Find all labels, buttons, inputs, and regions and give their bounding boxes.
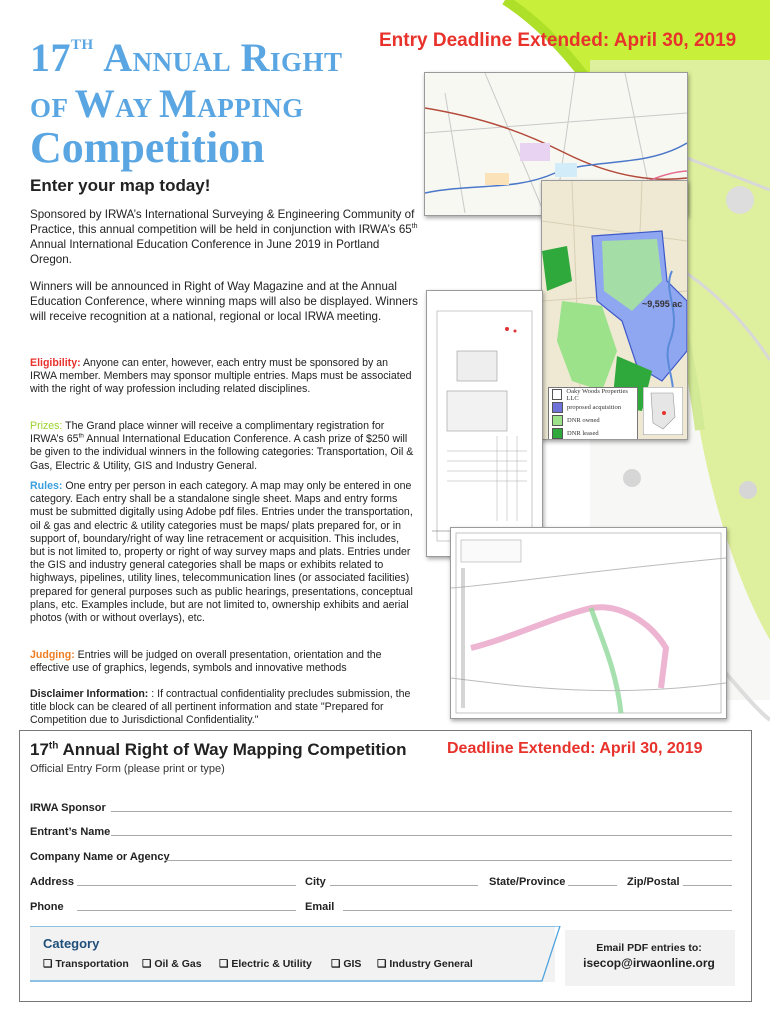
state-field[interactable] [568,885,617,886]
disclaimer-label: Disclaimer Information: [30,688,149,700]
eligibility-label: Eligibility: [30,357,81,369]
title-number: 17 [30,35,71,80]
prizes-label: Prizes: [30,420,63,432]
checkbox-icon[interactable]: ❑ [331,958,341,970]
email-instructions: Email PDF entries to: [596,942,702,954]
address-field[interactable] [77,885,296,886]
title-line-1 [30,35,343,80]
legend-swatch [552,428,563,439]
category-transportation[interactable]: ❑ Transportation [43,958,129,970]
sponsor-field[interactable] [111,811,732,812]
title-line-3: Competition [30,123,265,172]
email-field[interactable] [343,910,732,911]
disclaimer-section: Disclaimer Information: : If contractual confidentiality precludes submission, the title block can be cleared of all pertinent information and state "Prepared for Competition due to Jurisdictional Confidentiality." [30,688,411,727]
winners-paragraph: Winners will be announced in Right of Way Magazine and at the Annual Education Conference, where winning maps will also be displayed. Winners will receive recognition at a national, regional or local IRWA meeting. [30,280,418,323]
form-deadline: Deadline Extended: April 30, 2019 [447,740,703,757]
category-oil-gas[interactable]: ❑ Oil & Gas [142,958,202,970]
sample-map-acquisition [541,180,688,440]
intro-paragraph: Sponsored by IRWA’s International Surveying & Engineering Community of Practice, this annual competition will be held in conjunction with IRWA’s 65th Annual International Education Conference in June 2019 in Portland Oregon. [30,208,418,266]
company-field[interactable] [166,860,732,861]
judging-label: Judging: [30,649,75,661]
legend-item: proposed acquisition [549,401,637,414]
title-cap: M [159,81,198,126]
legend-item: Oaky Woods Properties LLC [549,388,637,401]
title-suffix: TH [71,37,94,53]
sample-map-pipeline [450,527,727,719]
title-word: NNUAL [132,47,232,77]
title-word: APPING [197,93,304,123]
rules-label: Rules: [30,480,63,492]
phone-field[interactable] [77,910,296,911]
entrant-field[interactable] [111,835,732,836]
rules-section: Rules: One entry per person in each category. A map may only be entered in one category. Each entry shall be a standalone single sheet. Maps and entry forms must be submitted digitally using Adobe pdf files. Entries under the transportation, oil & gas and electric & utility categories must be maps/ plats prepared for, or in support of, boundary/right of way line retracement or acquisition. This includes, but is not limited to, property or right of way survey maps and plats. Entries under the GIS and industry general categories shall be maps or exhibits related to highways, pipelines, utility lines, telecommunication lines (or associated facilities) prepared for general purposes such as public hearings, presentations, conceptual plans, etc. Examples include, but are not limited to, ownership exhibits and aerial photos (with or without overlays), etc. [30,480,413,625]
category-industry-general[interactable]: ❑ Industry General [377,958,473,970]
city-field[interactable] [330,885,478,886]
map-legend [548,387,638,440]
eligibility-section: Eligibility: Anyone can enter, however, each entry must be sponsored by an IRWA member. Members may sponsor multiple entries. Maps must be associated with the right of way profession including related disciplines. [30,357,412,396]
locator-map-icon [643,387,683,435]
tagline: Enter your map today! [30,176,211,195]
company-label: Company Name or Agency [30,851,170,863]
email-label: Email [305,901,335,913]
entrant-label: Entrant’s Name [30,826,111,838]
category-panel-border [30,926,562,982]
category-electric-utility[interactable]: ❑ Electric & Utility [219,958,312,970]
judging-section: Judging: Entries will be judged on overall presentation, orientation and the effective use of graphics, legends, symbols and innovative methods [30,649,382,675]
title-word: OF [30,93,68,123]
checkbox-icon[interactable]: ❑ [377,958,387,970]
legend-swatch [552,402,563,413]
legend-item: DNR owned [549,414,637,427]
zip-label: Zip/Postal [627,876,680,888]
sponsor-label: IRWA Sponsor [30,802,106,814]
form-title: 17th Annual Right of Way Mapping Competition [30,740,407,759]
deadline-banner: Entry Deadline Extended: April 30, 2019 [379,30,737,51]
prizes-section: Prizes: The Grand place winner will receive a complimentary registration for IRWA’s 65th Annual International Education Conference. A cash prize of $250 will be given to the individual winners in the following categories: Transportation, Oil & Gas, Electric & Utility, GIS and Industry General. [30,420,414,472]
title-cap: R [240,35,270,80]
checkbox-icon[interactable]: ❑ [43,958,53,970]
zip-field[interactable] [683,885,732,886]
phone-label: Phone [30,901,64,913]
sample-map-site-plan [426,290,543,557]
legend-swatch [552,415,563,426]
category-gis[interactable]: ❑ GIS [331,958,362,970]
title-cap: W [74,81,116,126]
category-title: Category [43,936,100,951]
city-label: City [305,876,326,888]
title-word: IGHT [269,47,343,77]
legend-swatch [552,389,562,400]
state-label: State/Province [489,876,566,888]
submission-email[interactable]: isecop@irwaonline.org [583,956,715,970]
form-subtitle: Official Entry Form (please print or type) [30,763,225,775]
legend-item: DNR leased [549,427,637,440]
acreage-label: ~9,595 ac [642,299,683,309]
title-line-2 [30,81,304,126]
title-cap: A [103,35,133,80]
title-word: AY [115,93,152,123]
checkbox-icon[interactable]: ❑ [142,958,152,970]
address-label: Address [30,876,75,888]
checkbox-icon[interactable]: ❑ [219,958,229,970]
